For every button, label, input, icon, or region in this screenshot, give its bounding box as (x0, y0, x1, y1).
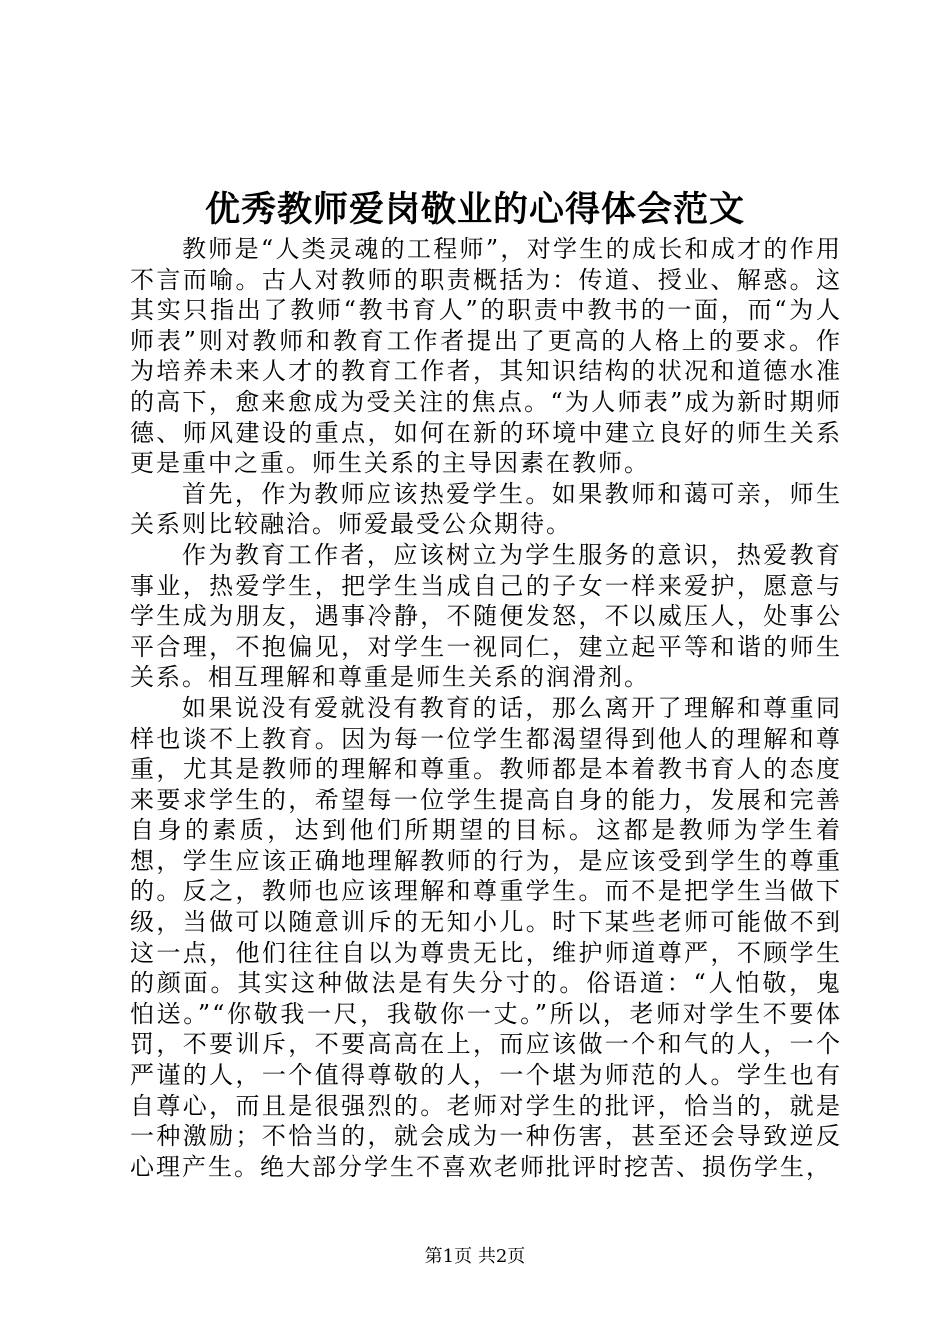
document-title: 优秀教师爱岗敬业的心得体会范文 (204, 189, 745, 230)
paragraph: 首先，作为教师应该热爱学生。如果教师和蔼可亲，师生关系则比较融洽。师爱最受公众期待。 (130, 479, 842, 539)
paragraph: 如果说没有爱就没有教育的话，那么离开了理解和尊重同样也谈不上教育。因为每一位学生都渴望得到他人的理解和尊重，尤其是教师的理解和尊重。教师都是本着教书育人的态度来要求学生的，希望每一位学生提高自身的能力，发展和完善自身的素质，达到他们所期望的目标。这都是教师为学生着想，学生应该正确地理解教师的行为，是应该受到学生的尊重的。反之，教师也应该理解和尊重学生。而不是把学生当做下级，当做可以随意训斥的无知小儿。时下某些老师可能做不到这一点，他们往往自以为尊贵无比，维护师道尊严，不顾学生的颜面。其实这种做法是有失分寸的。俗语道：“人怕敬，鬼怕送。”“你敬我一尺，我敬你一丈。”所以，老师对学生不要体罚，不要训斥，不要高高在上，而应该做一个和气的人，一个严谨的人，一个值得尊敬的人，一个堪为师范的人。学生也有自尊心，而且是很强烈的。老师对学生的批评，恰当的，就是一种激励；不恰当的，就会成为一种伤害，甚至还会导致逆反心理产生。绝大部分学生不喜欢老师批评时挖苦、损伤学生， (130, 693, 842, 1181)
paragraph: 作为教育工作者，应该树立为学生服务的意识，热爱教育事业，热爱学生，把学生当成自己的子女一样来爱护，愿意与学生成为朋友，遇事冷静，不随便发怒，不以威压人，处事公平合理，不抱偏见，对学生一视同仁，建立起平等和谐的师生关系。相互理解和尊重是师生关系的润滑剂。 (130, 540, 842, 692)
paragraph: 教师是“人类灵魂的工程师”，对学生的成长和成才的作用不言而喻。古人对教师的职责概括为：传道、授业、解惑。这其实只指出了教师“教书育人”的职责中教书的一面，而“为人师表”则对教师和教育工作者提出了更高的人格上的要求。作为培养未来人才的教育工作者，其知识结构的状况和道德水准的高下，愈来愈成为受关注的焦点。“为人师表”成为新时期师德、师风建设的重点，如何在新的环境中建立良好的师生关系更是重中之重。师生关系的主导因素在教师。 (130, 235, 842, 478)
page-footer: 第1页 共2页 (424, 1246, 526, 1267)
document-body (130, 234, 842, 1182)
